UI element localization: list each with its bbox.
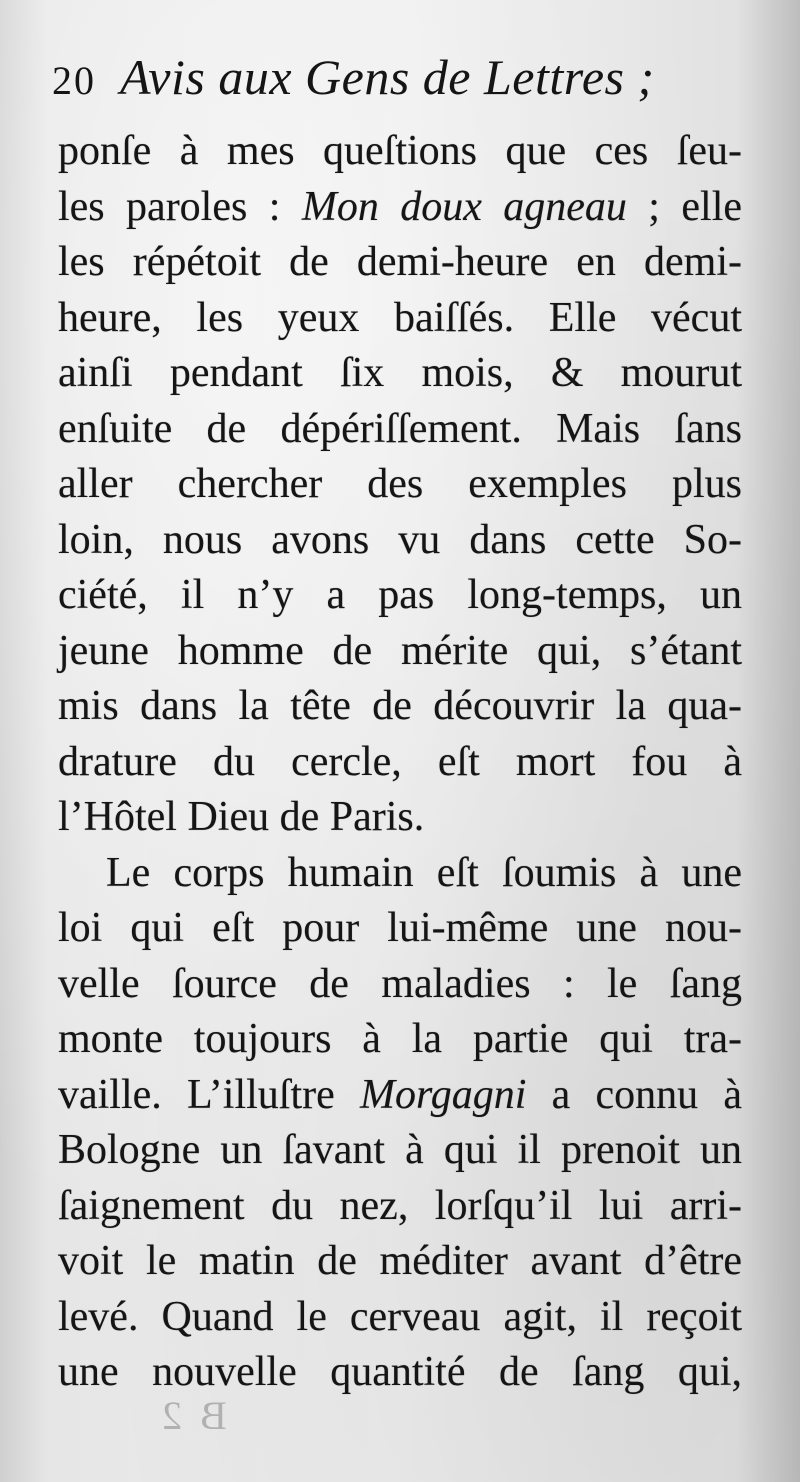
text-segment: jeune homme de mérite qui, s’étant bbox=[58, 627, 742, 674]
text-segment: ſaignement du nez, lorſqu’il lui arri- bbox=[58, 1182, 742, 1229]
text-segment: aller chercher des exemples plus bbox=[58, 461, 742, 507]
signature-mark-bleed-through: B 2 bbox=[158, 1393, 227, 1438]
text-segment: Le corps humain eſt ſoumis à une bbox=[106, 849, 742, 896]
page-header bbox=[52, 48, 655, 108]
text-line bbox=[58, 735, 742, 791]
text-line bbox=[58, 235, 742, 291]
text-segment: ciété, il n’y a pas long-temps, un bbox=[58, 572, 742, 618]
text-line bbox=[58, 568, 742, 624]
page-number: 20 bbox=[52, 58, 96, 103]
text-line bbox=[58, 124, 742, 180]
text-line bbox=[58, 346, 742, 402]
text-segment: loi qui eſt pour lui-même une nou- bbox=[58, 905, 742, 951]
text-segment: les répétoit de demi-heure en demi- bbox=[58, 239, 742, 285]
text-segment: levé. Quand le cerveau agit, il reçoit bbox=[58, 1293, 742, 1340]
text-segment: vaille. L’illuſtre bbox=[58, 1071, 360, 1118]
text-segment: voit le matin de méditer avant d’être bbox=[58, 1238, 742, 1284]
text-line bbox=[58, 513, 742, 569]
text-segment: Bologne un ſavant à qui il prenoit un bbox=[58, 1127, 742, 1173]
body-text bbox=[58, 124, 742, 1401]
italic-text: Morgagni bbox=[359, 1071, 527, 1118]
text-line bbox=[58, 790, 742, 846]
text-segment: ainſi pendant ſix mois, & mourut bbox=[58, 350, 742, 396]
text-line bbox=[58, 457, 742, 513]
italic-text: Mon doux agneau bbox=[301, 183, 627, 230]
text-line bbox=[58, 1012, 742, 1068]
text-line bbox=[58, 1234, 742, 1290]
text-segment: l’Hôtel Dieu de Paris. bbox=[58, 794, 425, 840]
text-line bbox=[58, 402, 742, 458]
text-line bbox=[58, 180, 742, 236]
running-title: Avis aux Gens de Lettres ; bbox=[120, 49, 655, 105]
text-segment: ponſe à mes queſtions que ces ſeu- bbox=[58, 128, 742, 174]
text-segment: une nouvelle quantité de ſang qui, bbox=[58, 1349, 742, 1395]
text-segment: drature du cercle, eſt mort fou à bbox=[58, 738, 742, 785]
text-line bbox=[58, 679, 742, 735]
text-segment: velle ſource de maladies : le ſang bbox=[58, 960, 742, 1007]
text-segment: les paroles : bbox=[58, 183, 302, 230]
text-segment: enſuite de dépériſſement. Mais ſans bbox=[58, 405, 742, 452]
text-segment: loin, nous avons vu dans cette So- bbox=[58, 516, 742, 563]
text-segment: heure, les yeux baiſſés. Elle vécut bbox=[58, 294, 742, 341]
text-line bbox=[58, 1123, 742, 1179]
text-line bbox=[58, 1179, 742, 1235]
text-segment: monte toujours à la partie qui tra- bbox=[58, 1016, 742, 1062]
text-line bbox=[58, 1290, 742, 1346]
text-segment: mis dans la tête de découvrir la qua- bbox=[58, 683, 742, 729]
text-line bbox=[58, 901, 742, 957]
text-segment: a connu à bbox=[526, 1071, 742, 1118]
text-line bbox=[58, 957, 742, 1013]
text-line bbox=[58, 291, 742, 347]
text-line bbox=[58, 1068, 742, 1124]
text-line bbox=[58, 846, 742, 902]
text-segment: ; elle bbox=[626, 183, 742, 230]
text-line bbox=[58, 624, 742, 680]
